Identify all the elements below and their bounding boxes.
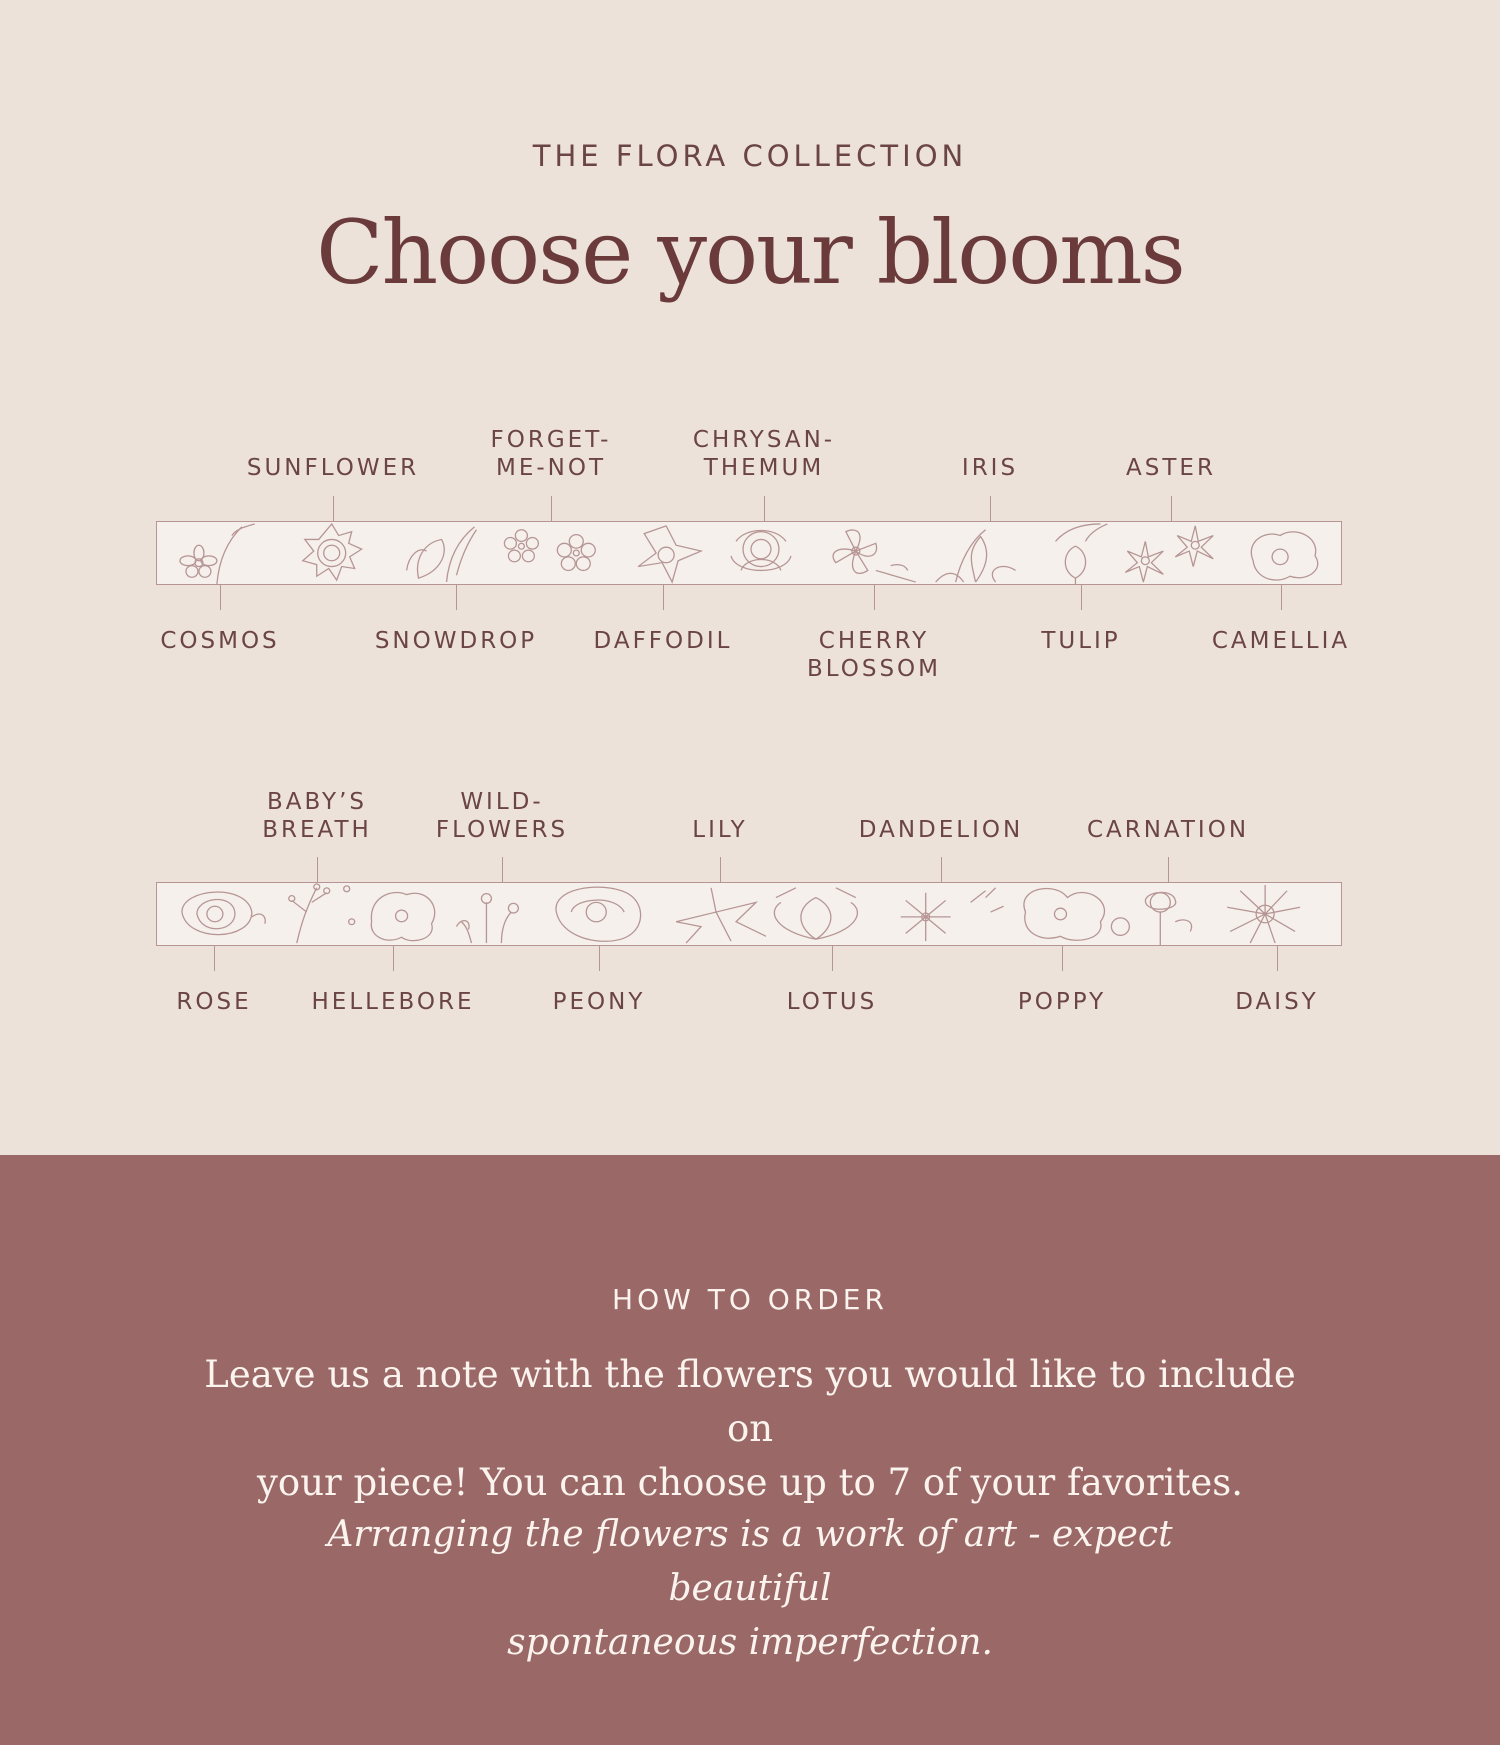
sunflower-icon: [303, 524, 362, 580]
chrysanthemum-icon: [731, 530, 791, 570]
label-daffodil: DAFFODIL: [593, 628, 733, 654]
iris-icon: [936, 530, 1016, 582]
lily-icon: [676, 888, 766, 943]
hellebore-icon: [371, 893, 434, 941]
flower-illustration-strip: [156, 521, 1342, 585]
snowdrop-icon: [407, 527, 477, 582]
forget-me-not-icon: [504, 530, 595, 571]
daisy-icon: [1227, 885, 1300, 943]
leader-line: [720, 857, 721, 882]
label-lotus: LOTUS: [786, 989, 878, 1015]
lotus-icon: [774, 888, 857, 939]
leader-line: [502, 857, 503, 882]
camellia-icon: [1251, 532, 1317, 580]
leader-line: [317, 857, 318, 882]
daffodil-icon: [638, 526, 701, 582]
peony-icon: [556, 887, 641, 941]
leader-line: [220, 585, 221, 610]
label-cosmos: COSMOS: [160, 628, 280, 654]
label-daisy: DAISY: [1235, 989, 1319, 1015]
leader-line: [1277, 946, 1278, 971]
label-cherry-blossom: CHERRY BLOSSOM: [806, 628, 942, 682]
rose-icon: [182, 892, 265, 935]
leader-line: [1168, 857, 1169, 882]
cherry-blossom-icon: [833, 530, 916, 582]
leader-line: [599, 946, 600, 971]
cosmos-icon: [180, 524, 255, 584]
leader-line: [456, 585, 457, 610]
label-lily: LILY: [692, 817, 748, 843]
leader-line: [551, 496, 552, 521]
collection-name: THE FLORA COLLECTION: [532, 139, 968, 173]
arrangement-note: Arranging the flowers is a work of art - expect beautiful spontaneous imperfection.: [327, 1514, 1173, 1663]
leader-line: [990, 496, 991, 521]
label-chrysanthemum: CHRYSAN- THEMUM: [692, 427, 836, 481]
leader-line: [1281, 585, 1282, 610]
leader-line: [214, 946, 215, 971]
label-sunflower: SUNFLOWER: [246, 455, 420, 481]
leader-line: [764, 496, 765, 521]
label-carnation: CARNATION: [1086, 817, 1250, 843]
label-aster: ASTER: [1126, 455, 1216, 481]
leader-line: [333, 496, 334, 521]
label-camellia: CAMELLIA: [1211, 628, 1351, 654]
label-hellebore: HELLEBORE: [311, 989, 475, 1015]
leader-line: [832, 946, 833, 971]
carnation-icon: [1111, 892, 1191, 945]
label-dandelion: DANDELION: [858, 817, 1024, 843]
leader-line: [393, 946, 394, 971]
how-to-order-text: Leave us a note with the flowers you would like to include on your piece! You can choose up to 7 of your favorites.: [204, 1353, 1296, 1504]
leader-line: [874, 585, 875, 610]
leader-line: [663, 585, 664, 610]
how-to-order-section: [0, 1155, 1500, 1745]
flower-illustration-strip: [156, 882, 1342, 946]
label-forget-me-not: FORGET- ME-NOT: [490, 427, 612, 481]
leader-line: [1062, 946, 1063, 971]
label-rose: ROSE: [176, 989, 252, 1015]
label-babys-breath: BABY’S BREATH: [262, 789, 372, 843]
leader-line: [1171, 496, 1172, 521]
label-tulip: TULIP: [1041, 628, 1121, 654]
wildflowers-icon: [456, 894, 518, 943]
tulip-icon: [1055, 524, 1107, 584]
dandelion-icon: [901, 888, 1004, 941]
label-poppy: POPPY: [1017, 989, 1107, 1015]
leader-line: [941, 857, 942, 882]
label-snowdrop: SNOWDROP: [374, 628, 538, 654]
babys-breath-icon: [289, 884, 355, 943]
label-iris: IRIS: [961, 455, 1019, 481]
label-wildflowers: WILD- FLOWERS: [435, 789, 569, 843]
leader-line: [1081, 585, 1082, 610]
poppy-icon: [1024, 889, 1105, 941]
label-peony: PEONY: [552, 989, 646, 1015]
aster-icon: [1125, 526, 1213, 582]
how-to-order-heading: HOW TO ORDER: [612, 1283, 888, 1316]
page-title: Choose your blooms: [316, 201, 1184, 304]
